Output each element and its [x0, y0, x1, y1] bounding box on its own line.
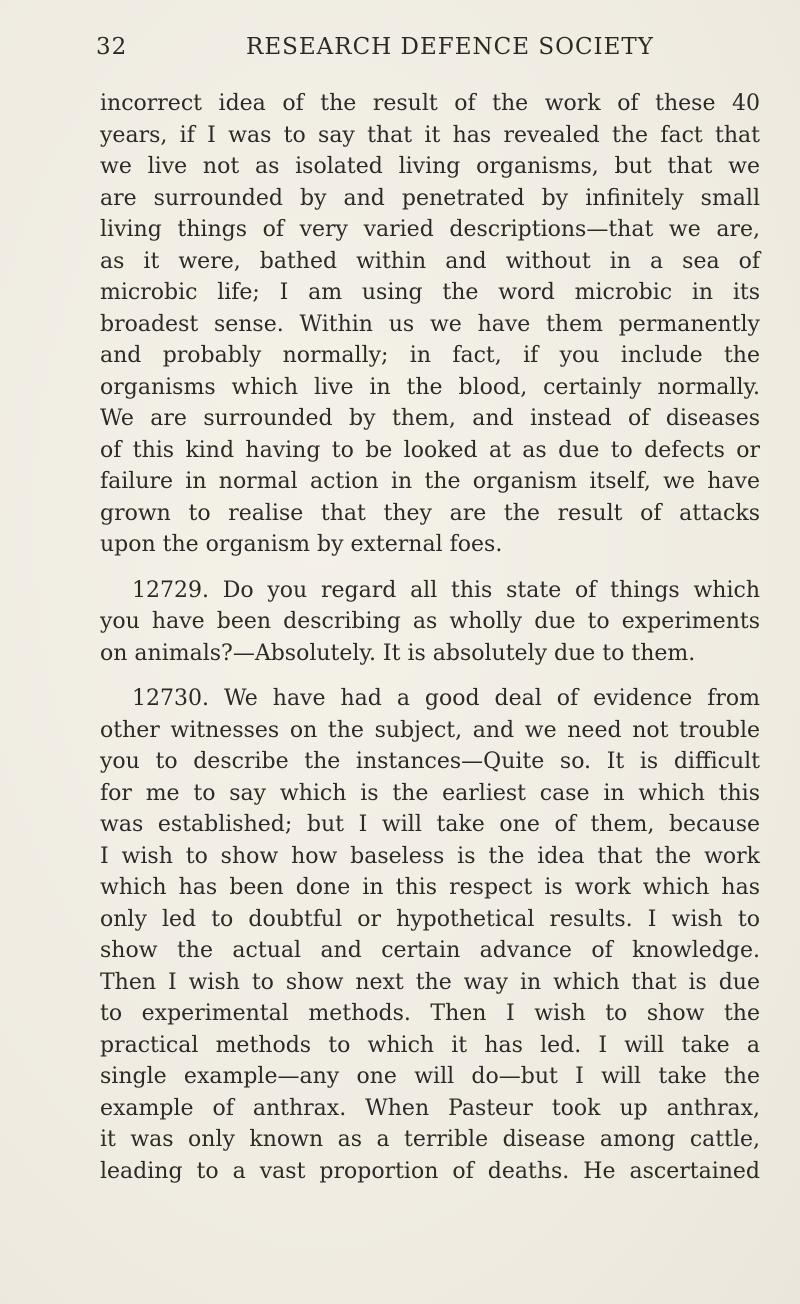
paragraph-12730 — [100, 683, 760, 1187]
text-line: Then I wish to show next the way in which that is due — [100, 969, 760, 995]
text-line: grown to realise that they are the result of attacks — [100, 500, 760, 526]
text-line: which has been done in this respect is work which has — [100, 875, 760, 900]
text-line: for me to say which is the earliest case in which this — [100, 780, 760, 806]
running-title: RESEARCH DEFENCE SOCIETY — [246, 34, 654, 60]
paragraph-gap — [100, 669, 760, 683]
text-line: and probably normally; in fact, if you include the — [100, 343, 760, 368]
running-head — [88, 34, 748, 70]
text-line: are surrounded by and penetrated by infinitely small — [100, 185, 760, 211]
text-line: as it were, bathed within and without in a sea of — [100, 248, 760, 274]
text-line: only led to doubtful or hypothetical results. I wish to — [100, 906, 760, 932]
text-line: was established; but I will take one of them, because — [100, 812, 760, 837]
text-line: failure in normal action in the organism itself, we have — [100, 469, 760, 494]
text-line: you to describe the instances—Quite so. It is difficult — [100, 749, 760, 774]
text-line: 12729. Do you regard all this state of things which — [132, 577, 760, 603]
body-text — [100, 88, 760, 1187]
paragraph-gap — [100, 561, 760, 575]
text-line: 12730. We have had a good deal of evidence from — [132, 686, 760, 711]
text-line: We are surrounded by them, and instead of diseases — [100, 406, 760, 431]
text-line: upon the organism by external foes. — [100, 532, 503, 557]
text-line: leading to a vast proportion of deaths. He ascertained — [100, 1158, 760, 1184]
text-line: living things of very varied descriptions—that we are, — [100, 217, 760, 242]
page-number: 32 — [96, 34, 128, 60]
text-line: of this kind having to be looked at as due to defects or — [100, 437, 760, 463]
text-line: practical methods to which it has led. I will take a — [100, 1032, 760, 1058]
text-line: on animals?—Absolutely. It is absolutely due to them. — [100, 640, 696, 666]
text-line: single example—any one will do—but I will take the — [100, 1064, 760, 1089]
text-line: incorrect idea of the result of the work of these 40 — [100, 91, 760, 116]
text-line: I wish to show how baseless is the idea that the work — [100, 843, 760, 869]
text-line: years, if I was to say that it has revealed the fact that — [100, 122, 760, 148]
text-line: to experimental methods. Then I wish to show the — [100, 1001, 760, 1026]
text-line: example of anthrax. When Pasteur took up anthrax, — [100, 1095, 760, 1121]
paragraph-1 — [100, 88, 760, 561]
text-line: we live not as isolated living organisms, but that we — [100, 154, 760, 179]
text-line: microbic life; I am using the word microbic in its — [100, 280, 760, 305]
text-line: show the actual and certain advance of knowledge. — [100, 938, 760, 963]
text-line: it was only known as a terrible disease among cattle, — [100, 1127, 760, 1152]
paragraph-12729 — [100, 575, 760, 670]
text-line: you have been describing as wholly due to experiments — [100, 609, 760, 634]
text-line: broadest sense. Within us we have them permanently — [100, 311, 760, 337]
text-line: other witnesses on the subject, and we need not trouble — [100, 717, 760, 743]
text-line: organisms which live in the blood, certainly normally. — [100, 374, 760, 400]
